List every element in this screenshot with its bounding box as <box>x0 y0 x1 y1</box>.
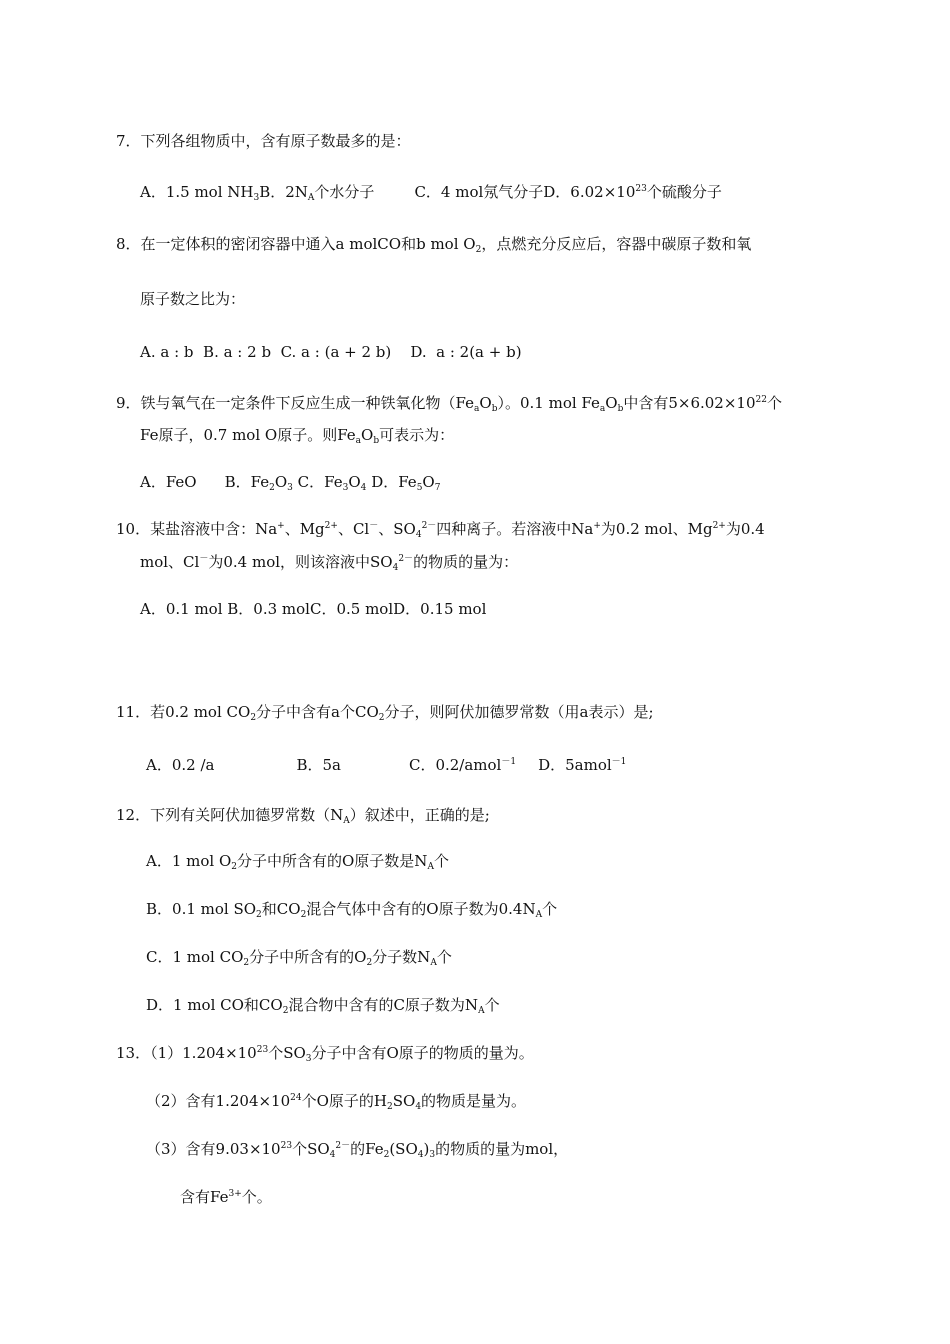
q10-options: A．0.1 mol B．0.3 molC．0.5 molD．0.15 mol <box>140 600 487 618</box>
q11-stem: 11．若0.2 mol $CO_2$分子中含有a个$CO_2$分子，则阿伏加德罗常数（用a表示）是; <box>116 703 654 723</box>
q8-stem-line2: 原子数之比为： <box>140 290 246 308</box>
q11-opt-b: B．5a <box>296 756 341 774</box>
q9-opt-b: B．$Fe_2O_3$ <box>224 473 293 493</box>
q11-options <box>146 755 626 775</box>
q9-options <box>140 472 440 492</box>
q8-stem-line1: 8．在一定体积的密闭容器中通入a molCO和b mol $O_2$，点燃充分反应后，容器中碳原子数和氧 <box>116 235 752 255</box>
q13-part3: （3）含有$9.03\times 10^{23}$个$SO_4^{2-}$的$Fe_2(SO_4)_3$的物质的量为mol， <box>146 1140 569 1160</box>
q11-opt-d: D．5amol$^{-1}$ <box>538 756 627 774</box>
q7-opt-a: A．1.5 mol $NH_3$ <box>140 183 260 203</box>
q9-stem-line2: Fe原子，0.7 mol O原子。则$Fe_aO_b$可表示为： <box>140 426 455 446</box>
q11-opt-a: A．0.2 /a <box>146 756 215 774</box>
q12-opt-c: C．1 mol $CO_2$分子中所含有的$O_2$分子数$N_A$个 <box>146 948 452 968</box>
q9-opt-d: D．$Fe_5O_7$ <box>371 473 441 493</box>
q13-part3-cont: 含有$Fe^{3+}$个。 <box>180 1188 272 1206</box>
q7-options <box>140 182 722 202</box>
q8-options: A. a : b B. a : 2 b C. a : (a + 2 b) D. a : 2(a + b) <box>140 343 522 361</box>
q9-opt-c: C．$Fe_3O_4$ <box>297 473 367 493</box>
q12-opt-a: A．1 mol $O_2$分子中所含有的O原子数是$N_A$个 <box>146 852 449 872</box>
q10-stem-line1: 10．某盐溶液中含：Na+、$Mg^{2+}$、Cl－、$SO_4^{2-}$四种离子。若溶液中Na+为0.2 mol、$Mg^{2+}$为0.4 <box>116 520 765 540</box>
q12-opt-b: B．0.1 mol $SO_2$和$CO_2$混合气体中含有的O原子数为$0.4N_A$个 <box>146 900 558 920</box>
q9-opt-a: A．FeO <box>140 473 197 491</box>
q11-opt-c: C．0.2/amol$^{-1}$ <box>408 756 517 774</box>
q7-opt-c: C．4 mol氖气分子 <box>414 183 544 201</box>
q12-stem: 12．下列有关阿伏加德罗常数$(N_A)$叙述中，正确的是; <box>116 806 490 826</box>
q13-part1: 13．$(1)1.204\times 10^{23}$个$SO_3$分子中含有O原子的物质的量为。 <box>116 1044 534 1064</box>
q10-stem-line2: mol、Cl－为0.4 mol，则该溶液中$SO_4^{2-}$的物质的量为： <box>140 553 519 573</box>
q12-opt-d: D．1 mol CO和$CO_2$混合物中含有的C原子数为$N_A$个 <box>146 996 500 1016</box>
q7-opt-b: B．$2N_A$个水分子 <box>259 183 375 203</box>
q7-opt-d: D．$6.02\times 10^{23}$个硫酸分子 <box>543 183 722 201</box>
q13-part2: （2）含有$1.204\times 10^{24}$个O原子的$H_2SO_4$的物质是量为。 <box>146 1092 527 1112</box>
q7-stem: 7．下列各组物质中，含有原子数最多的是： <box>116 132 411 150</box>
q9-stem-line1: 9．铁与氧气在一定条件下反应生成一种铁氧化物$(Fe_aO_b)$。0.1 mol $Fe_aO_b$中含有$5\times 6.02\times 10^{22}$个 <box>116 394 782 414</box>
